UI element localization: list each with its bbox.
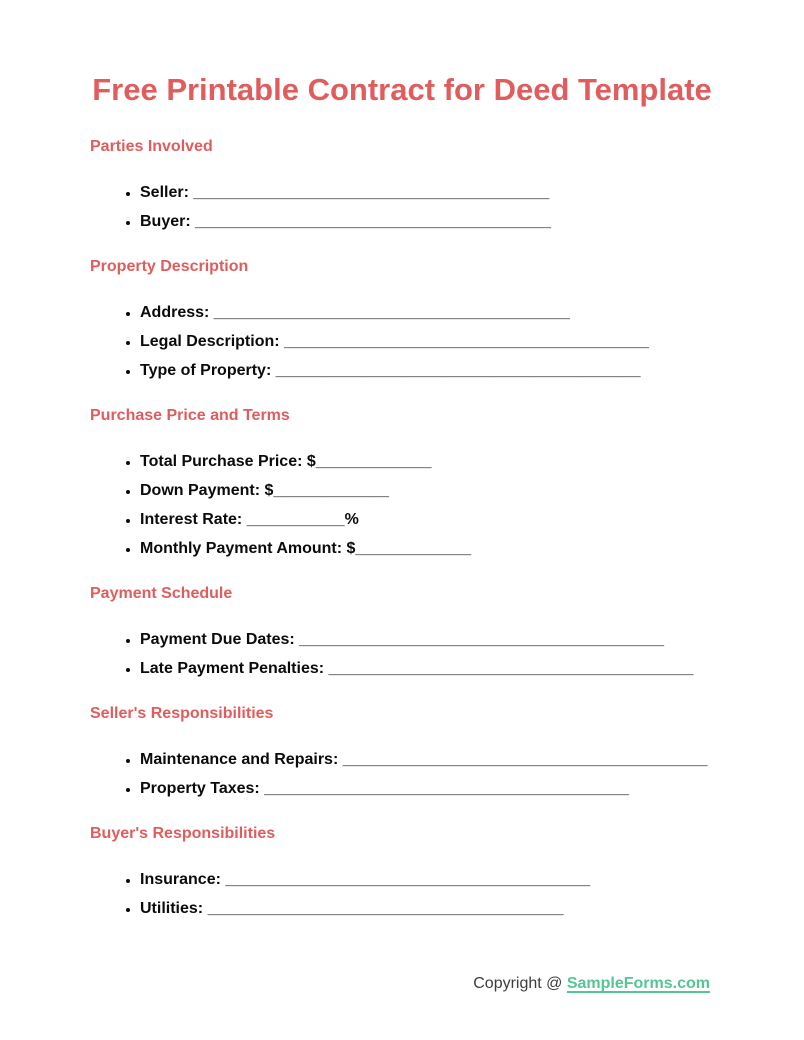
contract-section [90,823,744,923]
list-item [140,447,744,476]
list-item [140,745,744,774]
fill-in-blank: _________________________________________ [338,751,708,768]
fill-in-blank: ________________________________________ [209,304,570,321]
section-heading: Parties Involved [90,138,213,155]
list-item [140,774,744,803]
section-items [90,298,744,385]
contract-section [90,405,744,563]
list-item [140,356,744,385]
field-label: Late Payment Penalties: [140,660,325,677]
list-item [140,505,744,534]
footer [0,972,804,996]
section-heading: Payment Schedule [90,585,233,602]
field-label: Buyer: [140,213,191,230]
list-item [140,207,744,236]
list-item [140,865,744,894]
fill-in-blank: $_____________ [302,453,432,470]
section-items [90,625,744,683]
section-heading: Purchase Price and Terms [90,407,290,424]
fill-in-blank: _________________________________________ [324,660,694,677]
brand-link[interactable]: SampleForms.com [566,975,710,992]
section-heading: Seller's Responsibilities [90,705,274,722]
copyright-text: Copyright @ [473,975,567,992]
fill-in-blank: ________________________________________ [203,900,564,917]
field-label: Total Purchase Price: [140,453,303,470]
fill-in-blank: _________________________________________ [259,780,630,797]
field-label: Legal Description: [140,333,280,350]
field-label: Property Taxes: [140,780,260,797]
page-title: Free Printable Contract for Deed Template [92,72,712,107]
fill-in-blank: $_____________ [260,482,390,499]
field-label: Interest Rate: [140,511,243,528]
list-item [140,894,744,923]
section-items [90,745,744,803]
list-item [140,654,744,683]
contract-section [90,583,744,683]
fill-in-blank: ________________________________________ [190,213,552,230]
fill-in-blank: _________________________________________ [220,871,591,888]
contract-section [90,256,744,385]
contract-section [90,136,744,236]
fill-in-blank: $_____________ [342,540,472,557]
field-label: Type of Property: [140,362,272,379]
fill-in-blank: ________________________________________ [188,184,550,201]
fill-in-blank: _________________________________________ [279,333,649,350]
list-item [140,476,744,505]
fill-in-blank: _________________________________________ [294,631,664,648]
section-items [90,447,744,563]
field-label: Down Payment: [140,482,261,499]
fill-in-blank: ___________% [242,511,359,528]
contract-section [90,703,744,803]
section-heading: Buyer's Responsibilities [90,825,276,842]
fill-in-blank: _________________________________________ [271,362,641,379]
section-items [90,178,744,236]
list-item [140,298,744,327]
field-label: Maintenance and Repairs: [140,751,339,768]
field-label: Utilities: [140,900,204,917]
field-label: Payment Due Dates: [140,631,295,648]
list-item [140,534,744,563]
section-heading: Property Description [90,258,249,275]
list-item [140,178,744,207]
section-items [90,865,744,923]
field-label: Insurance: [140,871,221,888]
field-label: Seller: [140,184,189,201]
sections-container [90,136,744,923]
list-item [140,327,744,356]
field-label: Address: [140,304,210,321]
field-label: Monthly Payment Amount: [140,540,343,557]
list-item [140,625,744,654]
